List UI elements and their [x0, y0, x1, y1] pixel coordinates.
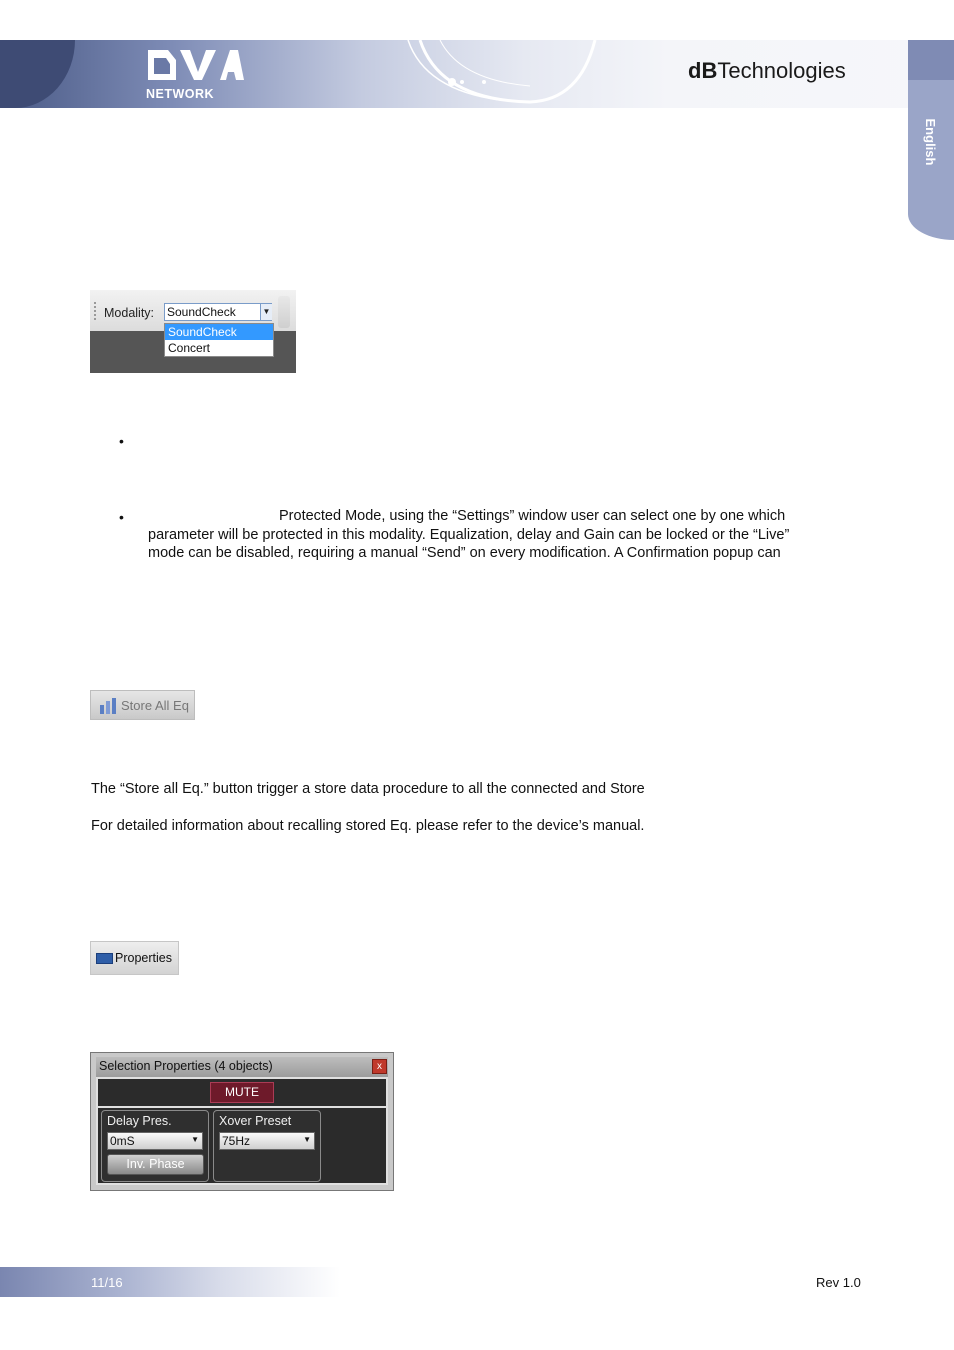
- modality-dropdown-list: [164, 323, 274, 357]
- language-tab-top: [908, 40, 954, 80]
- selection-properties-panel: [90, 1052, 394, 1191]
- modality-label: Modality:: [104, 306, 155, 320]
- brand-bold: dB: [688, 58, 718, 83]
- xover-preset-select[interactable]: [219, 1132, 315, 1150]
- properties-button[interactable]: [90, 941, 179, 975]
- panel-title: Selection Properties (4 objects): [99, 1059, 273, 1073]
- close-icon[interactable]: x: [372, 1059, 387, 1074]
- panel-divider: [98, 1106, 386, 1108]
- xover-preset-group: [213, 1110, 321, 1182]
- page-number: 11/16: [91, 1275, 123, 1290]
- bullet-2-line-1: Protected Mode, using the “Settings” window user can select one by one which: [279, 508, 786, 524]
- modality-select[interactable]: [164, 303, 272, 321]
- decorative-arcs: [380, 40, 620, 108]
- toolbar-overflow[interactable]: [278, 296, 290, 328]
- mute-button[interactable]: MUTE: [210, 1082, 274, 1103]
- delay-preset-title: Delay Pres.: [107, 1114, 172, 1128]
- modality-screenshot: [90, 290, 296, 373]
- xover-preset-value: 75Hz: [222, 1134, 251, 1148]
- delay-preset-select[interactable]: [107, 1132, 203, 1150]
- store-eq-icon: [98, 697, 118, 715]
- properties-label: Properties: [115, 951, 172, 965]
- modality-select-value: SoundCheck: [167, 305, 236, 319]
- bullet-1: •: [119, 433, 124, 449]
- footer-band: [0, 1267, 340, 1297]
- properties-icon: [96, 953, 113, 964]
- revision-label: Rev 1.0: [816, 1275, 861, 1290]
- store-eq-paragraph-2: For detailed information about recalling stored Eq. please refer to the device’s manual.: [91, 818, 645, 834]
- panel-titlebar[interactable]: [96, 1057, 388, 1077]
- panel-body: [96, 1077, 388, 1185]
- bullet-2-line-2: parameter will be protected in this modality. Equalization, delay and Gain can be locked or the “Live”: [148, 527, 790, 543]
- brand-name: [688, 58, 846, 84]
- delay-preset-value: 0mS: [110, 1134, 135, 1148]
- delay-preset-group: [101, 1110, 209, 1182]
- inv-phase-button[interactable]: Inv. Phase: [107, 1154, 204, 1175]
- store-all-eq-label: Store All Eq: [121, 698, 189, 713]
- toolbar-grip[interactable]: [94, 302, 99, 320]
- modality-option-soundcheck[interactable]: SoundCheck: [165, 324, 273, 340]
- language-label: English: [923, 118, 938, 166]
- modality-option-concert[interactable]: Concert: [168, 341, 211, 355]
- chevron-down-icon: ▼: [191, 1135, 199, 1144]
- bullet-2-line-3: mode can be disabled, requiring a manual “Send” on every modification. A Confirmation popup can: [148, 545, 781, 561]
- xover-preset-title: Xover Preset: [219, 1114, 292, 1128]
- store-eq-paragraph-1: The “Store all Eq.” button trigger a store data procedure to all the connected and Store: [91, 781, 645, 797]
- bullet-2: •: [119, 509, 124, 525]
- chevron-down-icon: ▼: [303, 1135, 311, 1144]
- brand-rest: Technologies: [717, 58, 846, 83]
- chevron-down-icon[interactable]: ▼: [260, 304, 272, 320]
- logo-wordmark: NETWORK: [146, 87, 215, 101]
- store-all-eq-button[interactable]: [90, 690, 195, 720]
